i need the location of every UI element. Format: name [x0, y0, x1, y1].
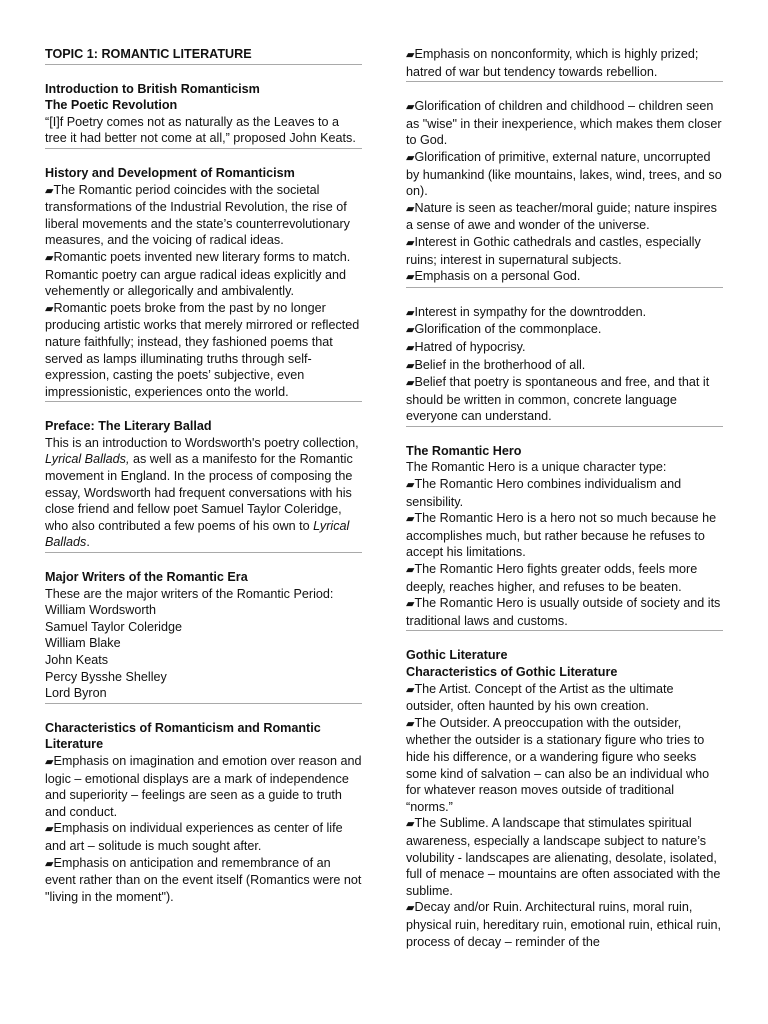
writer-name: William Wordsworth [45, 603, 157, 618]
topic-section [45, 46, 362, 65]
characteristic-bullet: ▰ Belief that poetry is spontaneous and free, and that it should be written in common, concrete language everyone can understand. [406, 374, 723, 425]
nature-section [406, 98, 723, 288]
preface-italic-title: Lyrical Ballads [45, 518, 350, 550]
hero-section [406, 443, 723, 632]
hero-bullet: ▰ The Romantic Hero is usually outside of society and its traditional laws and customs. [406, 595, 723, 629]
left-column [45, 46, 362, 922]
nonconformity-section [406, 46, 723, 82]
writer-name: William Blake [45, 636, 121, 651]
writers-heading: Major Writers of the Romantic Era [45, 570, 248, 585]
preface-italic-title: Lyrical Ballads, [45, 452, 130, 467]
hero-bullet: ▰ The Romantic Hero combines individualism and sensibility. [406, 476, 723, 510]
history-bullet: ▰ Romantic poets broke from the past by no longer producing artistic works that merely mirrored or reflected nature faithfully; instead, they fashioned poems that served as lamps illuminating truths through self-expression, casting the poets’ subjective, even impressionistic, experiences onto the world. [45, 300, 362, 401]
preface-text-a: This is an introduction to Wordsworth's poetry collection, [45, 435, 359, 450]
right-column [406, 46, 723, 967]
history-section [45, 165, 362, 402]
hero-bullet: ▰ The Romantic Hero is a hero not so much because he accomplishes much, but rather because he refuses to accept his limitations. [406, 510, 723, 561]
characteristic-bullet: ▰ Glorification of the commonplace. [406, 321, 723, 339]
characteristic-bullet: ▰ Emphasis on imagination and emotion over reason and logic – emotional displays are a mark of independence and superiority – feelings are seen as a guide to truth and conduct. [45, 753, 362, 820]
keats-quote: “[I]f Poetry comes not as naturally as the Leaves to a tree it had better not come at all,” proposed John Keats. [45, 114, 356, 146]
intro-heading: Introduction to British Romanticism [45, 81, 260, 96]
writer-name: Samuel Taylor Coleridge [45, 619, 182, 634]
history-bullet: ▰ The Romantic period coincides with the societal transformations of the Industrial Revolution, the rise of liberal movements and the state’s counterrevolutionary measures, and the voicing of radical ideas. [45, 182, 362, 249]
preface-text-b: as well as a manifesto for the Romantic movement in England. In the process of composing the essay, Wordsworth had frequent conversations with his close friend and fellow poet Samuel Taylor Coleridge, who also contributed a few poems of his own to [45, 452, 353, 533]
characteristic-bullet: ▰ Belief in the brotherhood of all. [406, 357, 723, 375]
writer-name: Lord Byron [45, 686, 107, 701]
preface-heading: Preface: The Literary Ballad [45, 419, 212, 434]
characteristic-bullet: ▰ Glorification of children and childhood – children seen as "wise" in their inexperience, which makes them closer to God. [406, 98, 723, 149]
writer-name: John Keats [45, 653, 109, 667]
characteristics-heading: Characteristics of Romanticism and Romantic Literature [45, 720, 321, 752]
preface-text [45, 435, 362, 551]
gothic-bullet: ▰ The Sublime. A landscape that stimulates spiritual awareness, especially a landscape subject to nature’s volubility - landscapes are alienating, desolate, isolated, full of menace – mountains are often associated with the sublime. [406, 815, 723, 899]
hero-heading: The Romantic Hero [406, 443, 522, 458]
characteristic-bullet: ▰ Nature is seen as teacher/moral guide; nature inspires a sense of awe and wonder of the universe. [406, 200, 723, 234]
gothic-bullet: ▰ The Outsider. A preoccupation with the outsider, whether the outsider is a stationary figure who tries to hide his difference, or a wandering figure who seeks some kind of salvation – can also be an individual who for whatever reason moves outside of traditional “norms.” [406, 715, 723, 816]
characteristic-bullet: ▰ Emphasis on a personal God. [406, 268, 723, 286]
history-heading: History and Development of Romanticism [45, 165, 295, 180]
hero-intro: The Romantic Hero is a unique character type: [406, 460, 667, 475]
intro-subheading: The Poetic Revolution [45, 98, 178, 113]
writer-name: Percy Bysshe Shelley [45, 669, 167, 684]
characteristic-bullet: ▰ Interest in sympathy for the downtrodden. [406, 304, 723, 322]
intro-section [45, 81, 362, 149]
characteristic-bullet: ▰ Glorification of primitive, external nature, uncorrupted by humankind (like mountains, lakes, wind, trees, and so on). [406, 149, 723, 200]
gothic-heading: Gothic Literature [406, 648, 508, 663]
writers-intro: These are the major writers of the Romantic Period: [45, 586, 334, 601]
writers-section [45, 569, 362, 704]
hero-bullet: ▰ The Romantic Hero fights greater odds, feels more deeply, reaches higher, and refuses to be beaten. [406, 561, 723, 595]
preface-text-c: . [86, 535, 90, 550]
gothic-bullet: ▰ Decay and/or Ruin. Architectural ruins, moral ruin, physical ruin, hereditary ruin, emotional ruin, ethical ruin, process of decay – reminder of the [406, 899, 723, 950]
topic-title: TOPIC 1: ROMANTIC LITERATURE [45, 47, 252, 61]
sympathy-section [406, 304, 723, 427]
gothic-subheading: Characteristics of Gothic Literature [406, 665, 618, 679]
gothic-section [406, 647, 723, 951]
characteristic-bullet: ▰ Interest in Gothic cathedrals and castles, especially ruins; interest in supernatural subjects. [406, 234, 723, 268]
characteristic-bullet: ▰ Emphasis on individual experiences as center of life and art – solitude is much sought after. [45, 820, 362, 854]
characteristic-bullet: ▰ Emphasis on nonconformity, which is highly prized; hatred of war but tendency towards rebellion. [406, 46, 723, 80]
characteristics-section [45, 720, 362, 907]
gothic-bullet: ▰ The Artist. Concept of the Artist as the ultimate outsider, often haunted by his own creation. [406, 681, 723, 715]
preface-section [45, 418, 362, 553]
characteristic-bullet: ▰ Hatred of hypocrisy. [406, 339, 723, 357]
history-bullet: ▰ Romantic poets invented new literary forms to match. Romantic poetry can argue radical ideas explicitly and vehemently or allegorically and ambivalently. [45, 249, 362, 300]
characteristic-bullet: ▰ Emphasis on anticipation and remembrance of an event rather than on the event itself (Romantics were not "living in the moment"). [45, 855, 362, 906]
